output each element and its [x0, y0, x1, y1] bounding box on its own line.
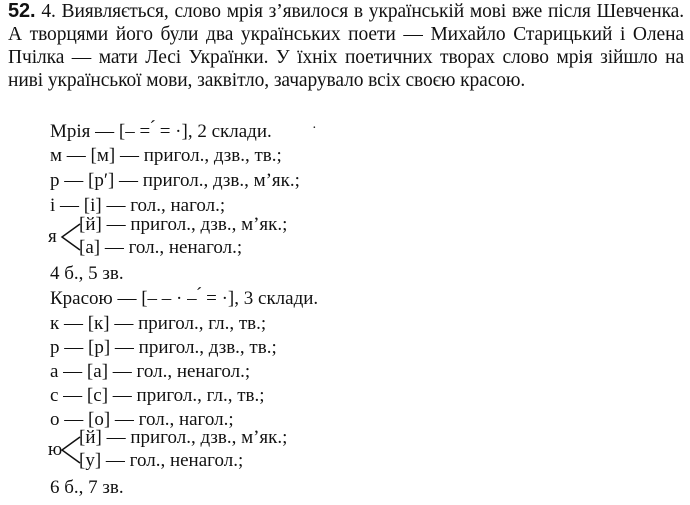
word1-header: Мрія — [– = ́ = ·], 2 склади. — [50, 121, 272, 142]
word2-line-r: р — [р] — пригол., дзв., тв.; — [50, 337, 277, 358]
word1-branch-bottom: [а] — гол., ненагол.; — [79, 237, 243, 258]
word2-summary: 6 б., 7 зв. — [50, 477, 124, 498]
word1-branch — [48, 214, 428, 260]
word1-branch-top: [й] — пригол., дзв., м’як.; — [79, 214, 288, 235]
stray-dot: · — [312, 121, 317, 136]
word2-line-s: с — [с] — пригол., гл., тв.; — [50, 385, 265, 406]
word2-branch-top: [й] — пригол., дзв., м’як.; — [79, 427, 288, 448]
exercise-text: 4. Виявляється, слово мрія з’явилося в українській мові вже після Шевченка. А творцями його були два українських поети — Михайло Старицький і Олена Пчілка — мати Лесі Українки. У їхніх поетичних творах слово мрія зійшло на ниві української мови, заквітло, зачарувало всіх своєю красою. — [8, 1, 684, 91]
word1-branch-letter: я — [48, 226, 57, 247]
word1-summary: 4 б., 5 зв. — [50, 263, 124, 284]
exercise-paragraph — [8, 0, 684, 92]
word2-line-a: а — [а] — гол., ненагол.; — [50, 361, 251, 382]
word2-header: Красою — [– – · – ́ = ·], 3 склади. — [50, 288, 319, 309]
word2-branch — [48, 427, 428, 473]
word1-line-i: і — [і] — гол., нагол.; — [50, 195, 226, 216]
word1-line-r: р — [р′] — пригол., дзв., м’як.; — [50, 170, 300, 191]
word2-branch-letter: ю — [48, 439, 63, 460]
word2-line-k: к — [к] — пригол., гл., тв.; — [50, 313, 267, 334]
word1-line-m: м — [м] — пригол., дзв., тв.; — [50, 145, 282, 166]
word2-line-o: о — [о] — гол., нагол.; — [50, 409, 234, 430]
word2-branch-bottom: [у] — гол., ненагол.; — [79, 450, 244, 471]
exercise-number: 52. — [8, 0, 36, 22]
